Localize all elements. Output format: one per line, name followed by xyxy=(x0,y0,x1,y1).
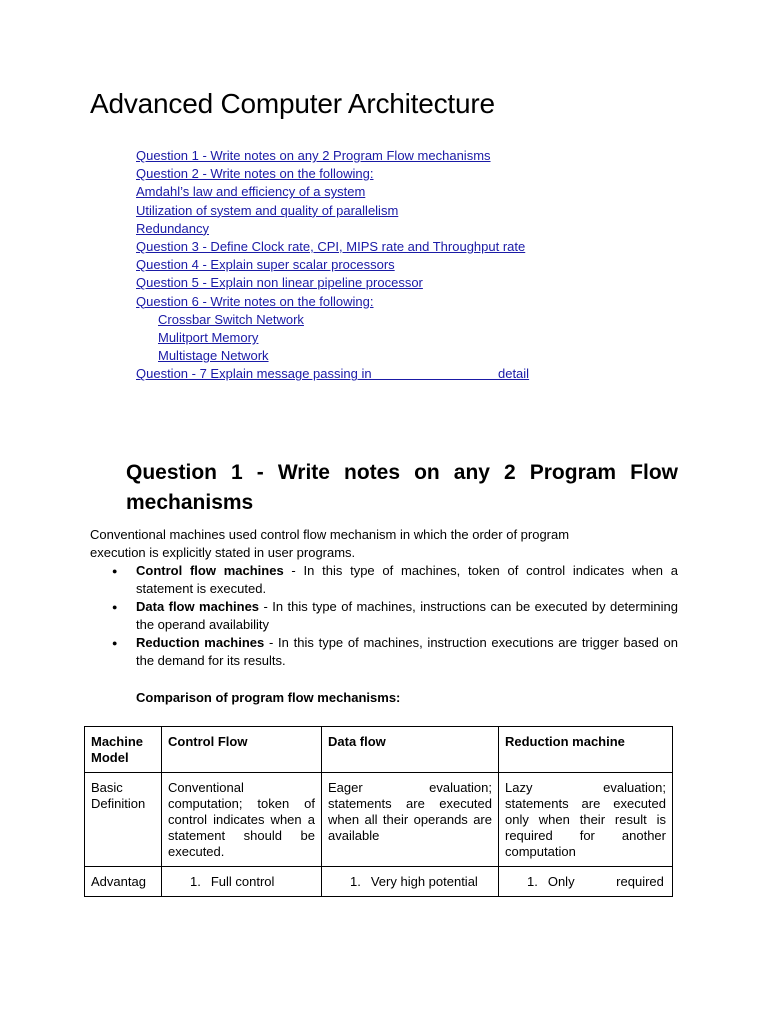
table-row xyxy=(85,867,673,897)
toc-link-crossbar[interactable]: Crossbar Switch Network xyxy=(158,311,304,327)
table-header-cell: Data flow xyxy=(322,727,499,773)
table-row xyxy=(85,773,673,867)
question-1-heading: Question 1 - Write notes on any 2 Program Flow mechanisms xyxy=(126,461,678,514)
list-text: Very high potential xyxy=(370,874,478,889)
bullet-term: Data flow machines xyxy=(136,599,260,614)
table-header-cell: Control Flow xyxy=(162,727,322,773)
table-cell: Conventional computation; token of control indicates when a statement should be executed. xyxy=(162,773,322,867)
list-item xyxy=(112,562,678,598)
table-cell xyxy=(322,867,499,897)
toc-link-question-4[interactable]: Question 4 - Explain super scalar processors xyxy=(136,257,395,273)
toc-link-multiport-memory[interactable]: Mulitport Memory xyxy=(158,330,259,346)
program-flow-list xyxy=(112,562,678,670)
comparison-heading: Comparison of program flow mechanisms: xyxy=(136,690,401,705)
bullet-text: - In this type of machines, instructions can be executed by determining the operand availability xyxy=(136,599,678,632)
toc-link-question-6[interactable]: Question 6 - Write notes on the following: xyxy=(136,293,374,309)
list-item xyxy=(112,634,678,670)
table-cell: Lazy evaluation; statements are executed only when their result is required for another computation xyxy=(499,773,673,867)
bullet-term: Reduction machines xyxy=(136,635,265,650)
toc-link-amdahls-law[interactable]: Amdahl’s law and efficiency of a system xyxy=(136,184,366,200)
table-header-row xyxy=(85,727,673,773)
list-text: Full control xyxy=(210,874,275,889)
document-title: Advanced Computer Architecture xyxy=(90,88,495,119)
toc-link-redundancy[interactable]: Redundancy xyxy=(136,220,209,236)
toc-link-question-5[interactable]: Question 5 - Explain non linear pipeline processor xyxy=(136,275,423,291)
table-cell xyxy=(162,867,322,897)
list-number: 1. xyxy=(190,874,201,889)
table-cell xyxy=(499,867,673,897)
table-cell: Advantag xyxy=(85,867,162,897)
bullet-text: - In this type of machines, instruction executions are trigger based on the demand for its results. xyxy=(136,635,679,668)
table-cell: Basic Definition xyxy=(85,773,162,867)
toc-link-question-7[interactable]: Question - 7 Explain message passing in detail xyxy=(136,366,530,382)
bullet-text: - In this type of machines, token of control indicates when a statement is executed. xyxy=(136,563,679,596)
bullet-term: Control flow machines xyxy=(136,563,284,578)
comparison-table xyxy=(84,726,673,897)
table-header-cell: Reduction machine xyxy=(499,727,673,773)
list-number: 1. xyxy=(350,874,361,889)
toc-link-multistage-network[interactable]: Multistage Network xyxy=(158,348,269,364)
table-header-cell: Machine Model xyxy=(85,727,162,773)
question-1-intro: Conventional machines used control flow mechanism in which the order of program execution is explicitly stated in user programs. xyxy=(90,527,570,560)
table-cell: Eager evaluation; statements are executed when all their operands are available xyxy=(322,773,499,867)
toc-link-utilization[interactable]: Utilization of system and quality of parallelism xyxy=(136,202,399,218)
toc-link-question-1[interactable]: Question 1 - Write notes on any 2 Program Flow mechanisms xyxy=(136,148,491,163)
toc-link-question-2[interactable]: Question 2 - Write notes on the following: xyxy=(136,166,374,182)
list-number: 1. xyxy=(527,874,538,889)
toc-link-question-3[interactable]: Question 3 - Define Clock rate, CPI, MIPS rate and Throughput rate xyxy=(136,239,526,255)
list-text: Only required xyxy=(547,874,664,889)
list-item xyxy=(112,598,678,634)
table-of-contents xyxy=(136,147,529,384)
